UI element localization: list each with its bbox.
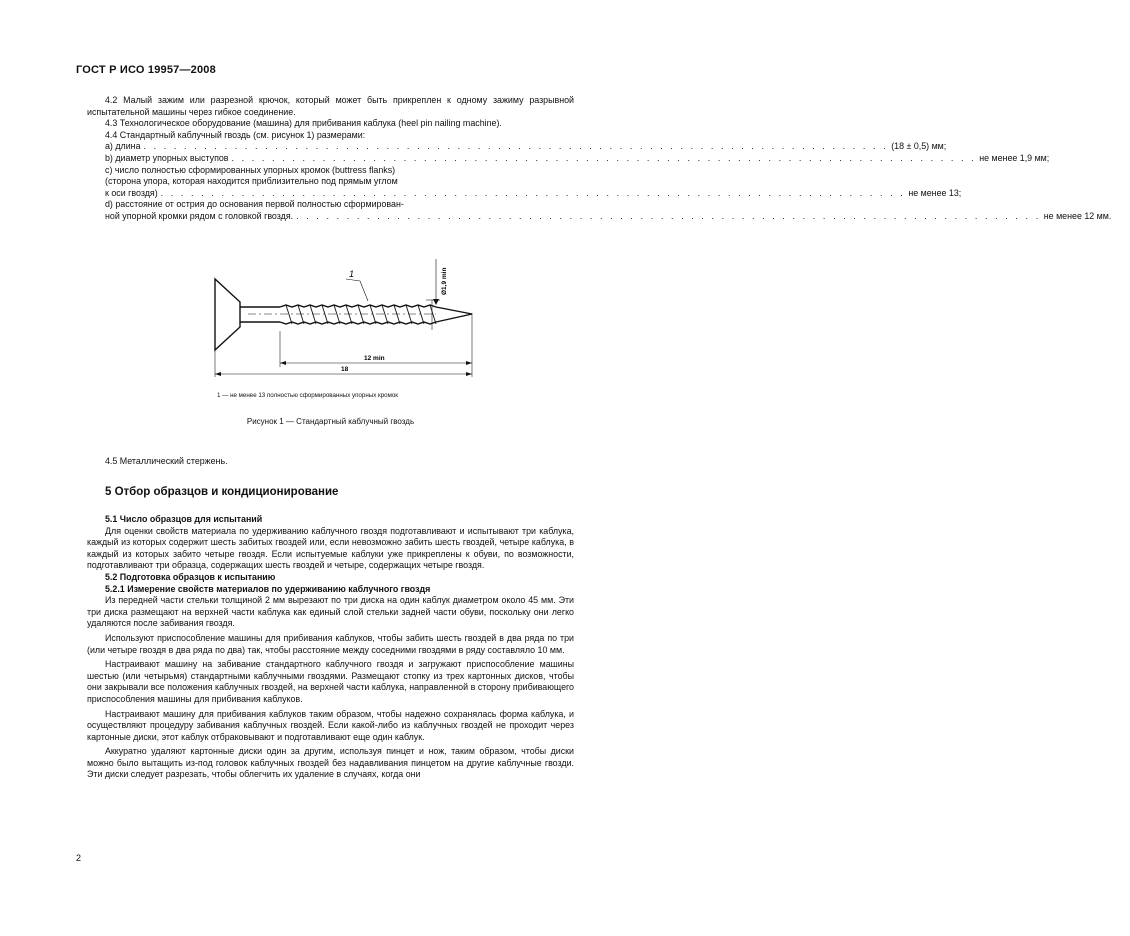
diameter-arrow bbox=[433, 299, 439, 305]
item-c-line2: (сторона упора, которая находится приблизительно под прямым углом bbox=[105, 176, 398, 187]
item-c-line1: c) число полностью сформированных упорных кромок (buttress flanks) bbox=[105, 164, 396, 175]
paragraph-4-5: 4.5 Металлический стержень. bbox=[105, 456, 228, 466]
thread-bottom bbox=[280, 314, 472, 324]
thread-flanks bbox=[286, 305, 436, 324]
item-d-line1: d) расстояние от острия до основания первой полностью сформирован- bbox=[105, 199, 404, 210]
clause-4-block bbox=[87, 95, 1112, 223]
paragraph-5-2-1-c: Настраивают машину на забивание стандартного каблучного гвоздя и загружают приспособление машины шестью (или четырьмя) стандартными каблучными гвоздями. Размещают стопку из трех картонных дисков, чтобы они закрывали все положения каблучных гвоздей, на верхней части каблука, направленной в сторону прибивающего приспособления машины для прибивания каблуков. bbox=[87, 659, 574, 704]
heel-nail-figure bbox=[200, 255, 490, 385]
leader-dots: . . . . . . . . . . . . . . . . . . . . . . . . . . . . . . . . . . . . . . . . . . . . . . . . . . . . . . . . . . . . . . . . . . . . . . . . . . bbox=[143, 141, 889, 152]
leader-dots: . . . . . . . . . . . . . . . . . . . . . . . . . . . . . . . . . . . . . . . . . . . . . . . . . . . . . . . . . . . . . . . . . . . . . . . . . . bbox=[160, 187, 906, 198]
item-d bbox=[87, 210, 1112, 223]
section-5-body bbox=[87, 514, 574, 781]
item-d-value: не менее 12 мм. bbox=[1043, 210, 1112, 221]
item-b-label: b) диаметр упорных выступов bbox=[105, 152, 229, 163]
thread-top bbox=[280, 305, 472, 314]
figure-callout: 1 bbox=[349, 269, 355, 279]
item-a bbox=[87, 141, 947, 153]
figure-legend: 1 — не менее 13 полностью сформированных упорных кромок bbox=[217, 392, 399, 399]
paragraph-4-3: 4.3 Технологическое оборудование (машина) для прибивания каблука (heel pin nailing machine). bbox=[105, 118, 502, 129]
paragraph-5-2-1-d: Настраивают машину для прибивания каблуков таким образом, чтобы надежно сохранялась форма каблука, и осуществляют процедуру забивания каблучных гвоздей. Если какой-либо из каблучных гвоздей не проходит через картонные диски, этот каблук отбраковывают и подготавливают еще один каблук. bbox=[87, 708, 574, 742]
heading-5-2: 5.2 Подготовка образцов к испытанию bbox=[105, 571, 276, 582]
callout-leader bbox=[346, 279, 368, 301]
item-c bbox=[87, 187, 962, 200]
item-b bbox=[87, 152, 1050, 165]
nail-shank bbox=[240, 307, 280, 322]
item-b-value: не менее 1,9 мм; bbox=[979, 152, 1050, 163]
paragraph-4-5-block bbox=[87, 456, 574, 468]
dimension-18-label: 18 bbox=[341, 366, 349, 373]
item-c-label: к оси гвоздя) bbox=[105, 187, 158, 198]
item-a-value: (18 ± 0,5) мм; bbox=[891, 141, 947, 152]
paragraph-5-1: Для оценки свойств материала по удерживанию каблучного гвоздя подготавливают и испытывают три каблука, каждый из которых содержит шесть забитых гвоздей или, если невозможно забить шесть гвоздей, четыре каблука, в каждый из которых забито четыре гвоздя. Если испытуемые каблуки уже прикреплены к обуви, по возможности, подготавливают три образца, содержащих шесть гвоздей и четыре, содержащих четыре гвоздя. bbox=[87, 525, 574, 571]
item-d-label: ной упорной кромки рядом с головкой гвоздя. bbox=[105, 210, 294, 221]
paragraph-5-2-1-a: Из передней части стельки толщиной 2 мм вырезают по три диска на один каблук диаметром около 45 мм. Эти три диска размещают на верхней части каблука как единый слой стельки задней части обуви, поскольку они легко удаляются после забивания гвоздя. bbox=[87, 595, 574, 629]
heading-5-2-1: 5.2.1 Измерение свойств материалов по удерживанию каблучного гвоздя bbox=[105, 583, 431, 594]
document-header: ГОСТ Р ИСО 19957—2008 bbox=[76, 64, 216, 76]
dimension-diameter-label: Ø1,9 min bbox=[441, 267, 448, 295]
dimension-12-label: 12 min bbox=[364, 355, 385, 362]
leader-dots: . . . . . . . . . . . . . . . . . . . . . . . . . . . . . . . . . . . . . . . . . . . . . . . . . . . . . . . . . . . . . . . . . . . . . . . . . . bbox=[231, 152, 977, 163]
paragraph-4-2: 4.2 Малый зажим или разрезной крючок, который может быть прикреплен к одному зажиму разрывной испытательной машины через гибкое соединение. bbox=[87, 95, 574, 117]
nail-head bbox=[215, 279, 240, 350]
item-a-label: a) длина bbox=[105, 141, 141, 152]
page-number: 2 bbox=[76, 853, 82, 863]
heading-5-1: 5.1 Число образцов для испытаний bbox=[105, 514, 263, 524]
figure-caption: Рисунок 1 — Стандартный каблучный гвоздь bbox=[246, 417, 415, 426]
paragraph-4-4: 4.4 Стандартный каблучный гвоздь (см. рисунок 1) размерами: bbox=[105, 129, 366, 140]
leader-dots: . . . . . . . . . . . . . . . . . . . . . . . . . . . . . . . . . . . . . . . . . . . . . . . . . . . . . . . . . . . . . . . . . . . . . . . . . . bbox=[296, 210, 1041, 221]
paragraph-5-2-1-b: Используют приспособление машины для прибивания каблуков, чтобы забить шесть гвоздей в два ряда по три (или четыре гвоздя в два ряда по два) так, чтобы расстояние между соседними гвоздями в ряду составляло 10 мм. bbox=[87, 632, 574, 655]
paragraph-5-2-1-e: Аккуратно удаляют картонные диски один за другим, используя пинцет и нож, таким образом, чтобы диски можно было вытащить из-под головок каблучных гвоздей без надавливания пинцетом на другие каблучные гвозди. Эти диски следует разрезать, чтобы облегчить их удаление в случаях, когда они bbox=[87, 746, 574, 780]
item-c-value: не менее 13; bbox=[908, 187, 962, 198]
section-5-title: 5 Отбор образцов и кондиционирование bbox=[105, 486, 339, 498]
